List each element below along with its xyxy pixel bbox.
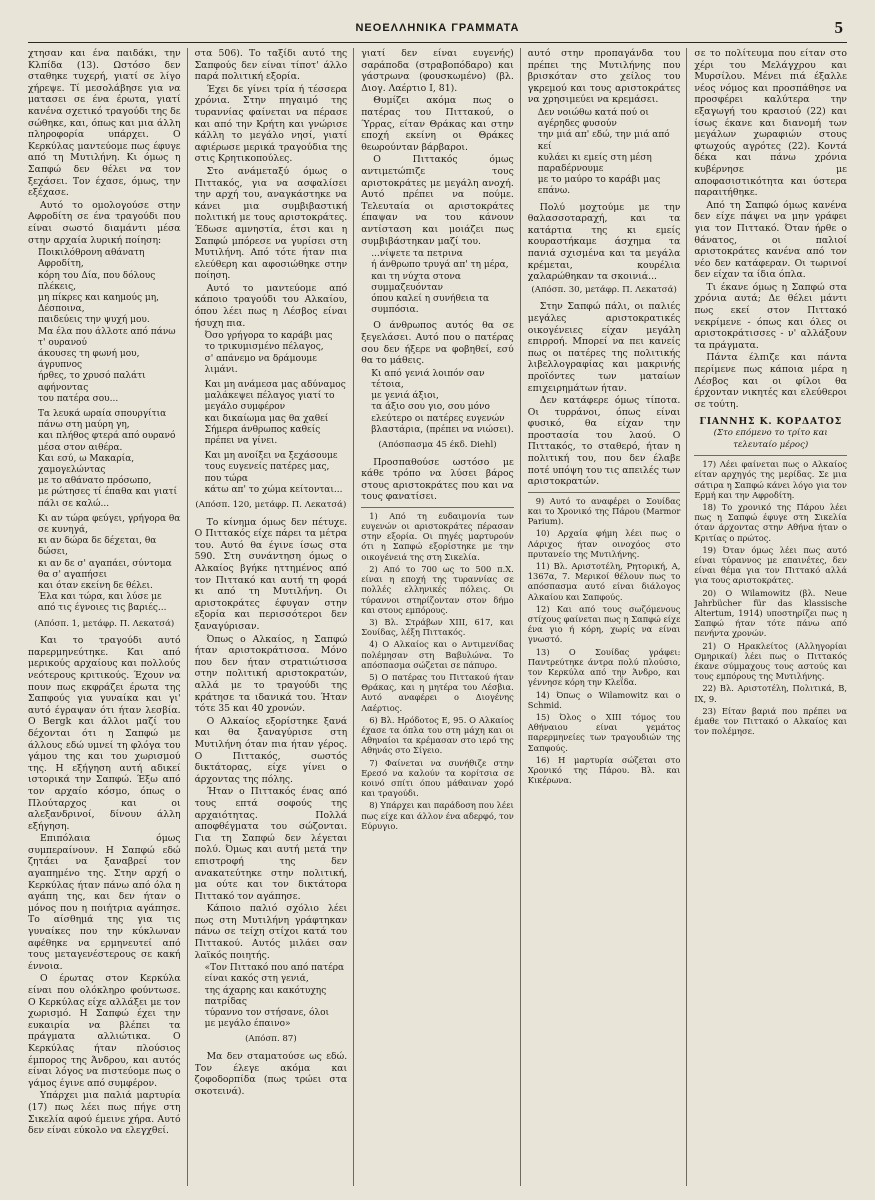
paragraph: Πάντα έλπιζε και πάντα περίμενε πως κάποια μέρα η Λέσβος και οι φίλοι θα έρχονταν νικητές και ελεύθεροι σε τούτη.	[694, 352, 847, 410]
poem-stanza: Κι από γενιά λοιπόν σαν τέτοια, με γενιά άξιοι, τα άξιο σου γιο, σου μόνο ελεύτερο οι πατέρες ευγενών βλαστάρια, (πρέπει να νιώσει).	[371, 368, 514, 435]
paragraph: Τι έκανε όμως η Σαπφώ στα χρόνια αυτά; Δε θέλει μάντι πως εκεί στον Πιττακό νεκρίμενε - όπως και όλες οι αριστοκράτισσες - ν' αλλάξουν τα πράγματα.	[694, 281, 847, 351]
footnotes	[361, 507, 514, 831]
footnote: 21) Ο Ηρακλείτος (Αλληγορίαι Ομηρικαί) λέει πως ο Πιττακός έκανε σύμμαχους τους αστούς και τους εμπόρους της Μυτιλήνης.	[694, 640, 847, 682]
paragraph: σε το πολίτευμα που είταν στο χέρι του Μελάγχρου και Μυρσίλου. Μένει πιά έξαλλε νέος νόμος και προσπάθησε να προσφέρει καλύτερα την εξαγωγή του κρασιού (22) και ίσως έκανε και διανομή των μεγάλων χωραφιών στους φτωχούς αγρότες (22). Κοντά δέκα και πάνω χρόνια κυβέρνησε με αποφασιστικότητα και ύστερα παραιτήθηκε.	[694, 48, 847, 199]
citation: (Απόσπασμα 45 έκδ. Diehl)	[378, 439, 497, 450]
poem-stanza: «Τον Πιττακό που από πατέρα είναι κακός στη γενιά, της άχαρης και κακότυχης πατρίδας τύραννο τον στήσανε, όλοι με μεγάλο έπαινο»	[204, 963, 345, 1030]
paragraph: Αυτό το ομολογούσε στην Αφροδίτη σε ένα τραγούδι που είναι σωστό διαμάντι μέσα στην αρχαία λυρική ποίηση:	[28, 199, 181, 246]
footnote: 1) Από τη ευδαιμονία των ευγενών οι αριστοκράτες πέρασαν στην εξορία. Οι πηγές μαρτυρούν ότι η Σαπφώ εξορίστηκε με την οικογένειά της στη Σικελία.	[361, 510, 514, 562]
footnote: 20) Ο Wilamowitz (βλ. Neue Jahrbücher für das klassische Altertum, 1914) υποστηρίζει πως η Σαπφώ ήταν τότε πάνω από πενήντα χρονών.	[694, 587, 847, 639]
poem-stanza: Και μη ανοίξει να ξεχάσουμε τους ευγενείς πατέρες μας, που τώρα κάτω απ' το χώμα κείτονται...	[204, 451, 343, 495]
footnote: 18) Το χρονικό της Πάρου λέει πως η Σαπφώ έφυγε στη Σικελία όταν άρχοντας στην Αθήνα ήταν ο Κριτίας ο πρώτος.	[694, 502, 847, 543]
paragraph: Ήταν ο Πιττακός ένας από τους επτά σοφούς της αρχαιότητας. Πολλά αποφθέγματα του σώζονται. Για τη Σαπφώ δεν λέγεται πολύ. Όμως και αυτή μετά την επιστροφή της δεν ανακατεύτηκε στην πολιτική, μα ούτε και τον δικτάτορα Πιττακό τον αγάπησε.	[194, 786, 348, 902]
masthead-title: ΝΕΟΕΛΛΗΝΙΚΑ ΓΡΑΜΜΑΤΑ	[355, 22, 520, 34]
citation: (Απόσπ. 87)	[245, 1034, 297, 1045]
footnote: 9) Αυτό το αναφέρει ο Σουίδας και το Χρονικό της Πάρου (Marmor Parium).	[527, 495, 681, 527]
column-5	[694, 48, 847, 1186]
paragraph: στα 506). Το ταξίδι αυτό της Σαπφούς δεν είναι τίποτ' άλλο παρά πολιτική εξορία.	[194, 48, 348, 83]
page-number: 5	[834, 18, 843, 37]
footnote: 14) Όπως ο Wilamowitz και ο Schmid.	[527, 689, 681, 710]
poem-stanza: Ποικιλόθρονη αθάνατη Αφροδίτη, κόρη του Δία, που δόλους πλέκεις, μη πίκρες και καημούς μη, Δέσποινα, παιδεύεις την ψυχή μου. Μα έλα που άλλοτε από πάνω τ' ουρανού άκουσες τη φωνή μου, άγρυπνος ήρθες, το χρυσό παλάτι αφήνοντας του πατέρα σου...	[38, 248, 176, 404]
paragraph: Ο Πιττακός όμως αντιμετώπιζε τους αριστοκράτες με μεγάλη ανοχή. Αυτό πρέπει να πούμε. Τελευταία οι αριστοκράτες έπαψαν να του κάνουν αντίσταση και μοιάζει πως συμβιβάστηκαν μαζί του.	[361, 154, 514, 247]
poem-stanza: Κι αν τώρα φεύγει, γρήγορα θα σε κυνηγά, κι αν δώρα δε δέχεται, θα δώσει, κι αν δε σ' αγαπάει, σύντομα θα σ' αγαπήσει και όταν εκείνη δε θέλει. Έλα και τώρα, και λύσε με από τις έγνοιες τις βαριές...	[38, 513, 181, 614]
paragraph: αυτό στην προπαγάνδα του πρέπει της Μυτιλήνης που βρισκόταν στο χείλος του γκρεμού και τους αριστοκράτες να χρησιμεύει να κρεμάσει.	[527, 48, 681, 106]
citation: (Απόσπ. 120, μετάφρ. Π. Λεκατσά)	[195, 500, 347, 511]
paragraph: Από τη Σαπφώ όμως κανένα δεν είχε πάψει να μην γράφει για τον Πιττακό. Όταν ήρθε ο θάνατος, οι παλιοί αριστοκράτες κανένα από τον νέο δεν κατάφεραν. Οι τωρινοί δεν είχαν τα ίδια όπλα.	[694, 199, 847, 281]
footnote: 23) Είταν βαριά που πρέπει να έμαθε τον Πιττακό ο Αλκαίος και τον πολέμησε.	[694, 705, 847, 737]
paragraph: Υπάρχει μια παλιά μαρτυρία (17) πως λέει πως πήγε στη Σικελία αφού έμεινε χήρα. Αυτό δεν είναι εύκολο να ελεγχθεί.	[28, 1090, 181, 1137]
poem-stanza: ...νίψετε τα πετρινα ή άνθρωπο τρυγά απ' τη μέρα, και τη νύχτα στονα συμμαζευόνταν όπου καλεί η συνήθεια τα συμπόσια.	[371, 249, 509, 316]
footnote: 10) Αρχαία φήμη λέει πως ο Λάριχος ήταν οινοχόος στο πρυτανείο της Μυτιλήνης.	[527, 528, 681, 559]
footnote: 8) Υπάρχει και παράδοση που λέει πως είχε και άλλον ένα αδερφό, τον Εύρυγιο.	[361, 800, 514, 831]
column-3	[361, 48, 521, 1186]
poem-stanza: Όσο γρήγορα το καράβι μας το τρικυμισμένο πέλαγος, σ' απάνεμο να δράμουμε λιμάνι.	[204, 331, 333, 375]
footnote: 2) Από το 700 ως το 500 π.Χ. είναι η εποχή της τυραννίας σε πολλές ελληνικές πόλεις. Οι τύραννοι στηρίζονταν στον δήμο και στους εμπόρους.	[361, 563, 514, 615]
footnote: 13) Ο Σουίδας γράφει: Παντρεύτηκε άντρα πολύ πλούσιο, τον Κερκύλα από την Άνδρο, και γέννησε κόρη την Κλεΐδα.	[527, 646, 681, 688]
footnote: 15) Όλος ο ΧΙΙΙ τόμος του Αθήναιου είναι γεμάτος παρερμηνείες των τραγουδιών της Σαπφούς.	[527, 711, 681, 753]
paragraph: χτησαν και ένα παιδάκι, την Κλπίδα (13). Ωστόσο δεν σταθηκε τυχερή, γιατί σε λίγο χήρεψε. Τί μεσολάβησε για να ματασει σε ένα έρωτα, γιατί κανένα σχετικό τραγούδι της δε σώθηκε, και, όπως και μια άλλη πληροφορία υπάρχει. Ο Κερκύλας μαντεύομε πως έφυγε από τη Μυτιλήνη. Κι όμως η Σαπφώ δεν θέλει να τον ξεχάσει. Τον έχασε, όμως, την εξέχασε.	[28, 48, 181, 199]
article-columns	[28, 48, 847, 1186]
paragraph: γιατί δεν είναι ευγενής) σαράποδα (στραβοπόδαρο) και γάστρωνα (φουσκωμένο) (βλ. Διογ. Λαέρτιο Ι, 81).	[361, 48, 514, 94]
paragraph: Πολύ μοχτούμε με την θαλασσοταραχή, και τα κατάρτια της κι εμείς κουραστήκαμε άσχημα τα πανιά σχισμένα και τα μεγάλα κρέμεται, κουρέλια χαλαρώθηκαν τα σκοινιά...	[527, 201, 681, 283]
poem-stanza: Τα λευκά ωραία σπουργίτια πάνω στη μαύρη γη, και πλήθος φτερά από ουρανό μέσα στον αιθέρα. Και εσύ, ω Μακαρία, χαμογελώντας με το αθάνατο πρόσωπο, με ρώτησες τί έπαθα και γιατί πάλι σε καλώ...	[38, 408, 178, 509]
footnote: 3) Βλ. Στράβων ΧΙΙΙ, 617, και Σουίδας, λέξη Πιττακός.	[361, 616, 514, 638]
paragraph: Κάποιο παλιό σχόλιο λέει πως στη Μυτιλήνη γράφτηκαν πάνω σε τείχη στίχοι κατά του Πιττακού. Αυτός μιλάει σαν λαϊκός ποιητής.	[194, 903, 348, 961]
footnote: 19) Όταν όμως λέει πως αυτό είναι τύραννος με επαινέτες, δεν είναι θέμα για τον Πιττακό αλλά για τους αριστοκράτες.	[694, 544, 847, 586]
author-signature: ΓΙΑΝΝΗΣ Κ. ΚΟΡΔΑΤΟΣ	[699, 416, 843, 428]
footnotes	[528, 492, 681, 785]
paragraph: Έχει δε γίνει τρία ή τέσσερα χρόνια. Στην πηγαιμό της τυραννίας φαίνεται να πέρασε και από την Κρήτη και γνώρισε κάλλη το μεγάλο νησί, γιατί αφιέρωσε μερικά τραγούδια της στις Κρητικοπούλες.	[194, 83, 348, 165]
column-2	[195, 48, 355, 1186]
paragraph: Μα δεν σταματούσε ως εδώ. Τον έλεγε ακόμα και ζοφοδορπίδα (πως τρώει στα σκοτεινά).	[194, 1051, 348, 1097]
footnote: 5) Ο πατέρας του Πιττακού ήταν Θράκας, και η μητέρα του Λέσβια. Αυτό αναφέρει ο Διογένης Λαέρτιος.	[361, 671, 514, 713]
footnote: 4) Ο Αλκαίος και ο Αντιμενίδας πολέμησαν στη Βαβυλώνα. Το απόσπασμα σώζεται σε πάπυρο.	[361, 639, 514, 670]
column-1	[28, 48, 188, 1186]
paragraph: Θυμίζει ακόμα πως ο πατέρας του Πιττακού, ο Ύρρας, είταν Θράκας και στην εποχή εκείνη οι Θράκες θεωρούνταν βάρβαροι.	[361, 95, 514, 153]
paragraph: Και το τραγούδι αυτό παρερμηνεύτηκε. Και από μερικούς αρχαίους και πολλούς νεότερους κριτικούς. Έχουν να πουν πως εκφράζει έρωτα της Σαπφούς για γυναίκα και γι' αυτό έγραψαν ότι ήταν λεσβία. Ο Bergk και άλλοι μαζί του δέχονται ότι η Σαπφώ με άλλους εδώ υμνεί τη φλόγα του γάμου της και του χωρισμού της. Η εξήγηση αυτή αδικεί ιστορικά την Σαπφώ. Έξω από τον αρχαίο κόσμο, όπως ο Πλούταρχος και οι αλεξανδρινοί, δίνουν άλλη εξήγηση.	[28, 635, 181, 832]
citation: (Απόσπ. 30, μετάφρ. Π. Λεκατσά)	[531, 284, 677, 295]
paragraph: Προσπαθούσε ωστόσο με κάθε τρόπο να λύσει βάρος στους αριστοκράτες που και να τους φανατίσει.	[361, 456, 514, 503]
paragraph: Ο άνθρωπος αυτός θα σε ξεγελάσει. Αυτό που ο πατέρας σου δεν ήξερε να φοβηθεί, εσύ θα το μάθεις.	[361, 320, 514, 367]
paragraph: Ο έρωτας στον Κερκύλα είναι που ολόκληρο φούντωσε. Ο Κερκύλας είχε αλλάξει με τον χωρισμό. Η Σαπφώ έχει την ευκαιρία να βλέπει τα πράγματα αλλιώτικα. Ο Κερκύλας ήταν πλούσιος έμπορος της Άνδρου, και αυτός είναι λόγος να πιστεύομε πως ο γάμος έγινε από συμφέρον.	[28, 973, 181, 1089]
paragraph: Δεν κατάφερε όμως τίποτα. Οι τυρράνοι, όπως είναι φυσικό, θα είχαν την προστασία του λαού. Ο Πιττακός, το σταθερό, ήταν η πολιτική του, που δεν έλαβε ποτέ υπόψη του τις απειλές των αριστοκρατών.	[527, 395, 681, 488]
paragraph: Επιπόλαια όμως συμπεραίνουν. Η Σαπφώ εδώ ζητάει να ξαναβρεί τον αγαπημένο της. Στην αρχή ο Κερκύλας ήταν πάνω από όλα η αγάπη της, και δεν ήταν ο μόνος που η ποιήτρια αγάπησε. Το αίσθημά της για τις γυναίκες που την κύκλωναν αφέθηκε να ερμηνευτεί από τους μεταγενέστερους σε κακή έννοια.	[28, 833, 181, 972]
poem-stanza: Δεν νοιώθω κατά πού οι αγέρηδες φυσούν την μιά απ' εδώ, την μιά από κεί κυλάει κι εμείς στη μέση παραδέρνουμε με το μαύρο το καράβι μας επάνω.	[537, 107, 670, 197]
paragraph: Ο Αλκαίος εξορίστηκε ξανά και θα ξαναγύρισε στη Μυτιλήνη όταν πια ήταν γέρος. Ο Πιττακός, σωστός δικτάτορας, είχε γίνει ο άρχοντας της πόλης.	[194, 715, 348, 785]
footnotes	[694, 455, 847, 736]
footnote: 6) Βλ. Ηρόδοτος Ε, 95. Ο Αλκαίος έχασε τα όπλα του στη μάχη και οι Αθηναίοι τα κρέμασαν στο ιερό της Αθηνάς στο Σίγειο.	[361, 714, 514, 756]
footnote: 22) Βλ. Αριστοτέλη, Πολιτικά, Β, ΙΧ, 9.	[694, 683, 847, 704]
page-header	[28, 20, 847, 43]
citation: (Απόσπ. 1, μετάφρ. Π. Λεκατσά)	[34, 618, 175, 629]
paragraph: Το κίνημα όμως δεν πέτυχε. Ο Πιττακός είχε πάρει τα μέτρα του. Αυτό θα έγινε ίσως στα 590. Στη συνάντηση όμως ο Αλκαίος βγήκε ηττημένος από τον Πιττακό και αυτή τη φορά κι από τη Μυτιλήνη. Οι αριστοκράτες έφυγαν στην εξορία και περισσότεροι δεν ξαναγύρισαν.	[194, 516, 348, 633]
footnote: 16) Η μαρτυρία σώζεται στο Χρονικό της Πάρου. Βλ. και Κικέρωνα.	[527, 754, 681, 786]
paragraph: Αυτό το μαντεύομε από κάποιο τραγούδι του Αλκαίου, όπου λέει πως η Λέσβος είναι ήσυχη πια.	[194, 282, 348, 329]
footnote: 12) Και από τους σωζόμενους στίχους φαίνεται πως η Σαπφώ είχε ένα γιο ή κόρη, χωρίς να είναι γνωστό.	[527, 603, 681, 645]
poem-stanza: Και μη ανάμεσα μας αδύναμος μαλάκεψει πέλαγος γιατί το μεγάλο συμφέρον και δικαίωμα μας θα χαθεί Σήμερα άνθρωπος καθείς πρέπει να γίνει.	[204, 380, 346, 447]
paragraph: Στην Σαπφώ πάλι, οι παλιές μεγάλες αριστοκρατικές οικογένειες είχαν μεγάλη επιρροή. Μπορεί να πει κανείς πως οι πατέρες της πολιτικής λιβελλογραφίας και μακρινής προϊόντες των ματαίων επιχειρημάτων ήταν.	[527, 301, 681, 394]
footnote: 17) Λέει φαίνεται πως ο Αλκαίος είταν αρχηγός της μερίδας. Σε μια σάτιρα η Σαπφώ κάνει λόγο για τον Ερμή και την Αφροδίτη.	[694, 459, 847, 500]
column-4	[528, 48, 688, 1186]
continuation-note: (Στο επόμενο το τρίτο και τελευταίο μέρος)	[713, 428, 828, 450]
paragraph: Στο ανάμεταξύ όμως ο Πιττακός, για να ασφαλίσει την αρχή του, αναγκάστηκε να κάνει μια συμβιβαστική πολιτική με τους αριστοκράτες. Έδωσε αμνηστία, έτσι και η Σαπφώ μπόρεσε να γυρίσει στη Μυτιλήνη. Από τότε ήταν πια ελεύθερη και αφοσιώθηκε στην ποίηση.	[194, 165, 348, 282]
footnote: 7) Φαίνεται να συνήθιζε στην Ερεσό να καλούν τα κορίτσια σε κοινό σπίτι όπου μάθαιναν χορό και τραγούδι.	[361, 757, 514, 799]
footnote: 11) Βλ. Αριστοτέλη, Ρητορική, Α, 1367α, 7. Μερικοί θέλουν πως το απόσπασμα αυτό είναι διάλογος Αλκαίου και Σαπφούς.	[527, 561, 681, 602]
paragraph: Όπως ο Αλκαίος, η Σαπφώ ήταν αριστοκράτισσα. Μόνο που δεν ήταν στρατιώτισσα στην πολιτική αριστοκρατών, αλλά με το τραγούδι της κράτησε τα ιδανικά του. Ήταν τότε 35 και 40 χρονών.	[194, 633, 348, 715]
